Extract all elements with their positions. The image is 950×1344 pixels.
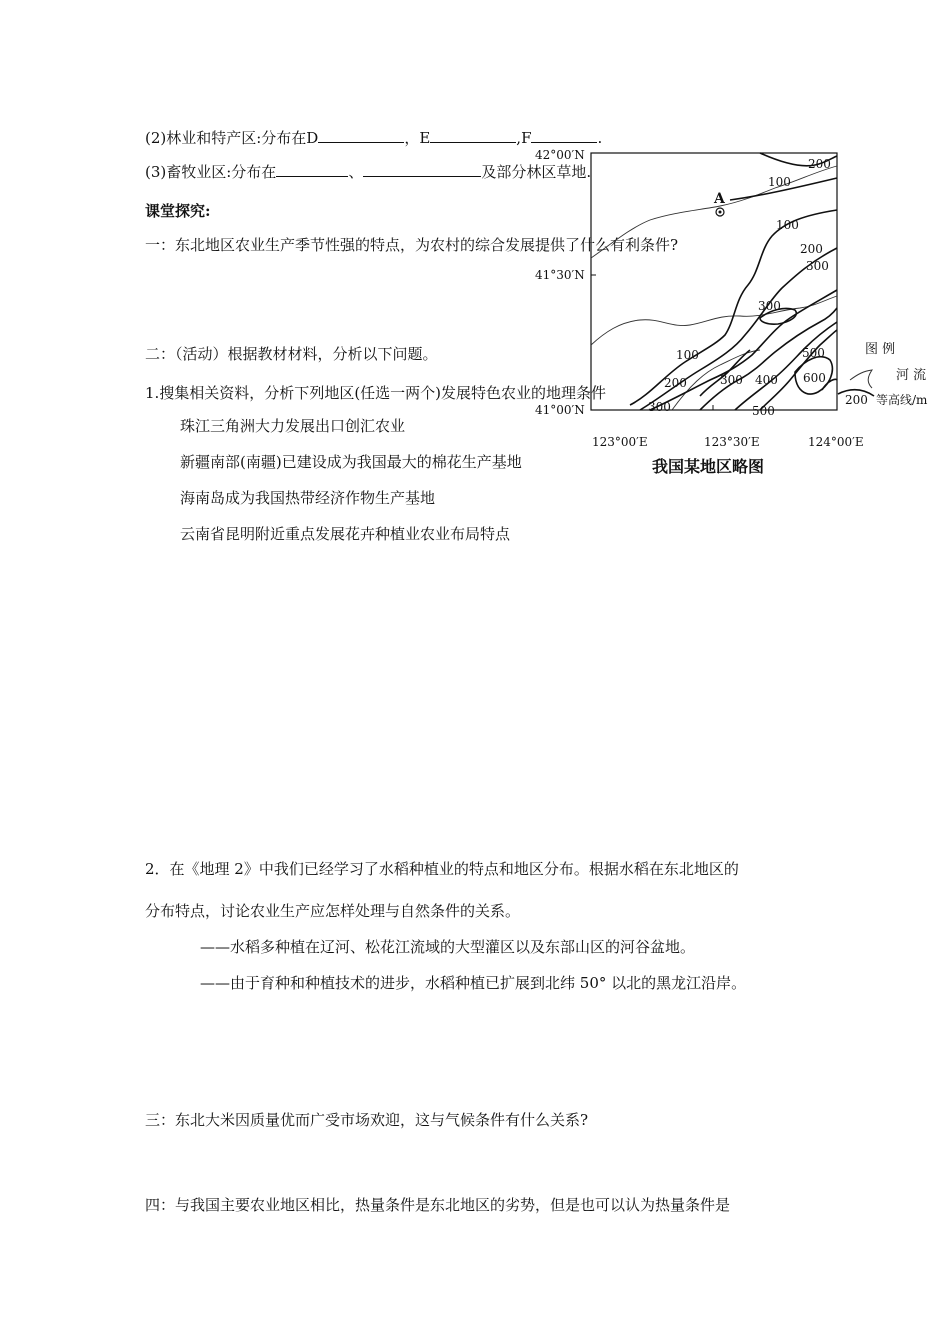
contour-label: 200 [808,157,831,171]
lon-label-left: 123°00′E [592,435,648,449]
question-2-2-line2: 分布特点，讨论农业生产应怎样处理与自然条件的关系。 [145,902,521,920]
item2-e: ，E [404,129,431,147]
contour-label: 200 [664,376,687,390]
legend-title: 图 例 [865,342,896,357]
lon-label-mid: 123°30′E [704,435,760,449]
contour-label: 400 [755,373,778,387]
legend-river-symbol [850,370,872,388]
map-title: 我国某地区略图 [652,457,765,476]
contour-label: 200 [800,242,823,256]
item2-end: . [597,129,603,147]
question-3: 三：东北大米因质量优而广受市场欢迎，这与气候条件有什么关系? [145,1111,589,1129]
legend-contour-label: 等高线/m [876,393,928,407]
lat-label-top: 42°00′N [535,148,585,162]
question-1: 一：东北地区农业生产季节性强的特点，为农村的综合发展提供了什么有利条件? [145,236,679,254]
contour-label: 500 [802,346,825,360]
rice-point-1: ——水稻多种植在辽河、松花江流域的大型灌区以及东部山区的河谷盆地。 [200,938,696,956]
point-a-label: A [714,191,725,207]
rice-point-2: ——由于育种和种植技术的进步，水稻种植已扩展到北纬 50° 以北的黑龙江沿岸。 [200,974,747,992]
legend-contour-value: 200 [845,393,868,407]
item3-prefix: (3)畜牧业区:分布在 [145,163,277,181]
lat-label-mid: 41°30′N [535,268,585,282]
question-2-1: 1.搜集相关资料，分析下列地区(任选一两个)发展特色农业的地理条件 [145,384,607,402]
lat-label-bottom: 41°00′N [535,403,585,417]
item2-prefix: (2)林业和特产区:分布在D [145,129,319,147]
question-4: 四：与我国主要农业地区相比，热量条件是东北地区的劣势，但是也可以认为热量条件是 [145,1196,731,1214]
item3-end: 及部分林区草地. [481,163,592,181]
question-2-2-line1: 2．在《地理 2》中我们已经学习了水稻种植业的特点和地区分布。根据水稻在东北地区的 [145,860,739,878]
item3-sep: 、 [348,163,364,181]
contour-label: 300 [806,259,829,273]
map-legend [838,342,928,407]
contour-value-labels [648,157,831,418]
region-item: 新疆南部(南疆)已建设成为我国最大的棉花生产基地 [180,453,522,471]
contour-label: 100 [676,348,699,362]
contour-label: 300 [720,373,743,387]
contour-label: 600 [803,371,826,385]
region-item: 云南省昆明附近重点发展花卉种植业农业布局特点 [180,525,511,543]
point-a-marker [716,208,724,216]
region-item: 海南岛成为我国热带经济作物生产基地 [180,489,436,507]
classroom-heading: 课堂探究: [145,202,211,220]
contour-label: 500 [752,404,775,418]
contour-label: 100 [776,218,799,232]
contour-label: 300 [648,400,671,414]
region-item: 珠江三角洲大力发展出口创汇农业 [180,417,406,435]
lon-label-right: 124°00′E [808,435,864,449]
contour-label: 100 [768,175,791,189]
legend-river-label: 河 流 [896,368,927,383]
item2-f: ,F [516,129,532,147]
region-map [0,0,950,500]
question-2: 二：（活动）根据教材材料，分析以下问题。 [145,345,438,363]
contour-label: 300 [758,299,781,313]
